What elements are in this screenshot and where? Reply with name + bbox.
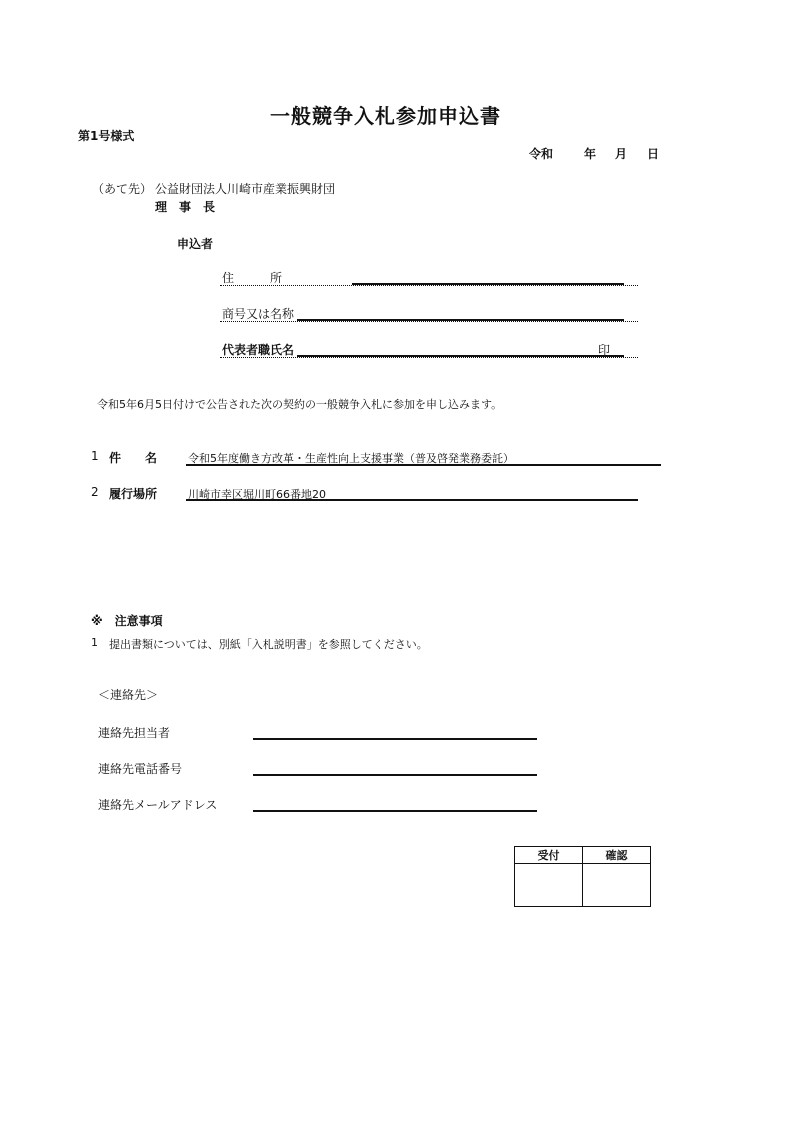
item-2-value: 川崎市幸区堀川町66番地20 xyxy=(188,488,326,501)
notes-text: 提出書類については、別紙「入札説明書」を参照してください。 xyxy=(109,638,428,651)
contact-email-field-line[interactable] xyxy=(253,810,537,812)
contact-phone-label: 連絡先電話番号 xyxy=(98,762,183,776)
form-number: 第1号様式 xyxy=(78,129,135,143)
notes-number: 1 xyxy=(91,636,98,649)
application-statement: 令和5年6月5日付けで公告された次の契約の一般競争入札に参加を申し込みます。 xyxy=(97,398,503,411)
date-era: 令和 xyxy=(529,147,554,161)
company-name-field-line[interactable] xyxy=(297,319,624,321)
item-1-label: 件 名 xyxy=(109,451,158,465)
item-1-value: 令和5年度働き方改革・生産性向上支援事業（普及啓発業務委託） xyxy=(188,452,514,465)
notes-heading: ※ 注意事項 xyxy=(91,614,163,628)
addressee-position: 理 事 長 xyxy=(155,200,216,214)
seal-mark: 印 xyxy=(598,343,611,357)
confirm-stamp-cell xyxy=(583,864,651,907)
address-underline-dotted xyxy=(220,285,638,286)
representative-underline-dotted xyxy=(220,357,638,358)
confirm-header: 確認 xyxy=(583,847,651,864)
representative-label: 代表者職氏名 xyxy=(222,343,295,357)
item-2-underline xyxy=(186,499,638,501)
contact-email-label: 連絡先メールアドレス xyxy=(98,798,218,812)
receipt-header: 受付 xyxy=(515,847,583,864)
addressee-prefix: （あて先） xyxy=(92,182,153,196)
stamp-table xyxy=(514,846,651,907)
company-name-underline-dotted xyxy=(220,321,638,322)
item-1-underline xyxy=(186,464,661,466)
contact-phone-field-line[interactable] xyxy=(253,774,537,776)
item-2-number: 2 xyxy=(91,485,99,499)
addressee-org: 公益財団法人川崎市産業振興財団 xyxy=(155,182,336,196)
date-year: 年 xyxy=(584,147,597,161)
company-name-label: 商号又は名称 xyxy=(222,307,295,321)
item-2-label: 履行場所 xyxy=(109,487,158,501)
date-day: 日 xyxy=(647,147,660,161)
date-month: 月 xyxy=(615,147,628,161)
receipt-stamp-cell xyxy=(515,864,583,907)
address-label: 住 所 xyxy=(222,271,283,285)
address-field-line[interactable] xyxy=(352,283,624,285)
contact-person-field-line[interactable] xyxy=(253,738,537,740)
contact-person-label: 連絡先担当者 xyxy=(98,726,171,740)
item-1-number: 1 xyxy=(91,449,99,463)
representative-field-line[interactable] xyxy=(297,355,624,357)
document-title: 一般競争入札参加申込書 xyxy=(270,104,501,128)
contact-heading: ＜連絡先＞ xyxy=(98,688,159,702)
applicant-heading: 申込者 xyxy=(177,237,214,251)
